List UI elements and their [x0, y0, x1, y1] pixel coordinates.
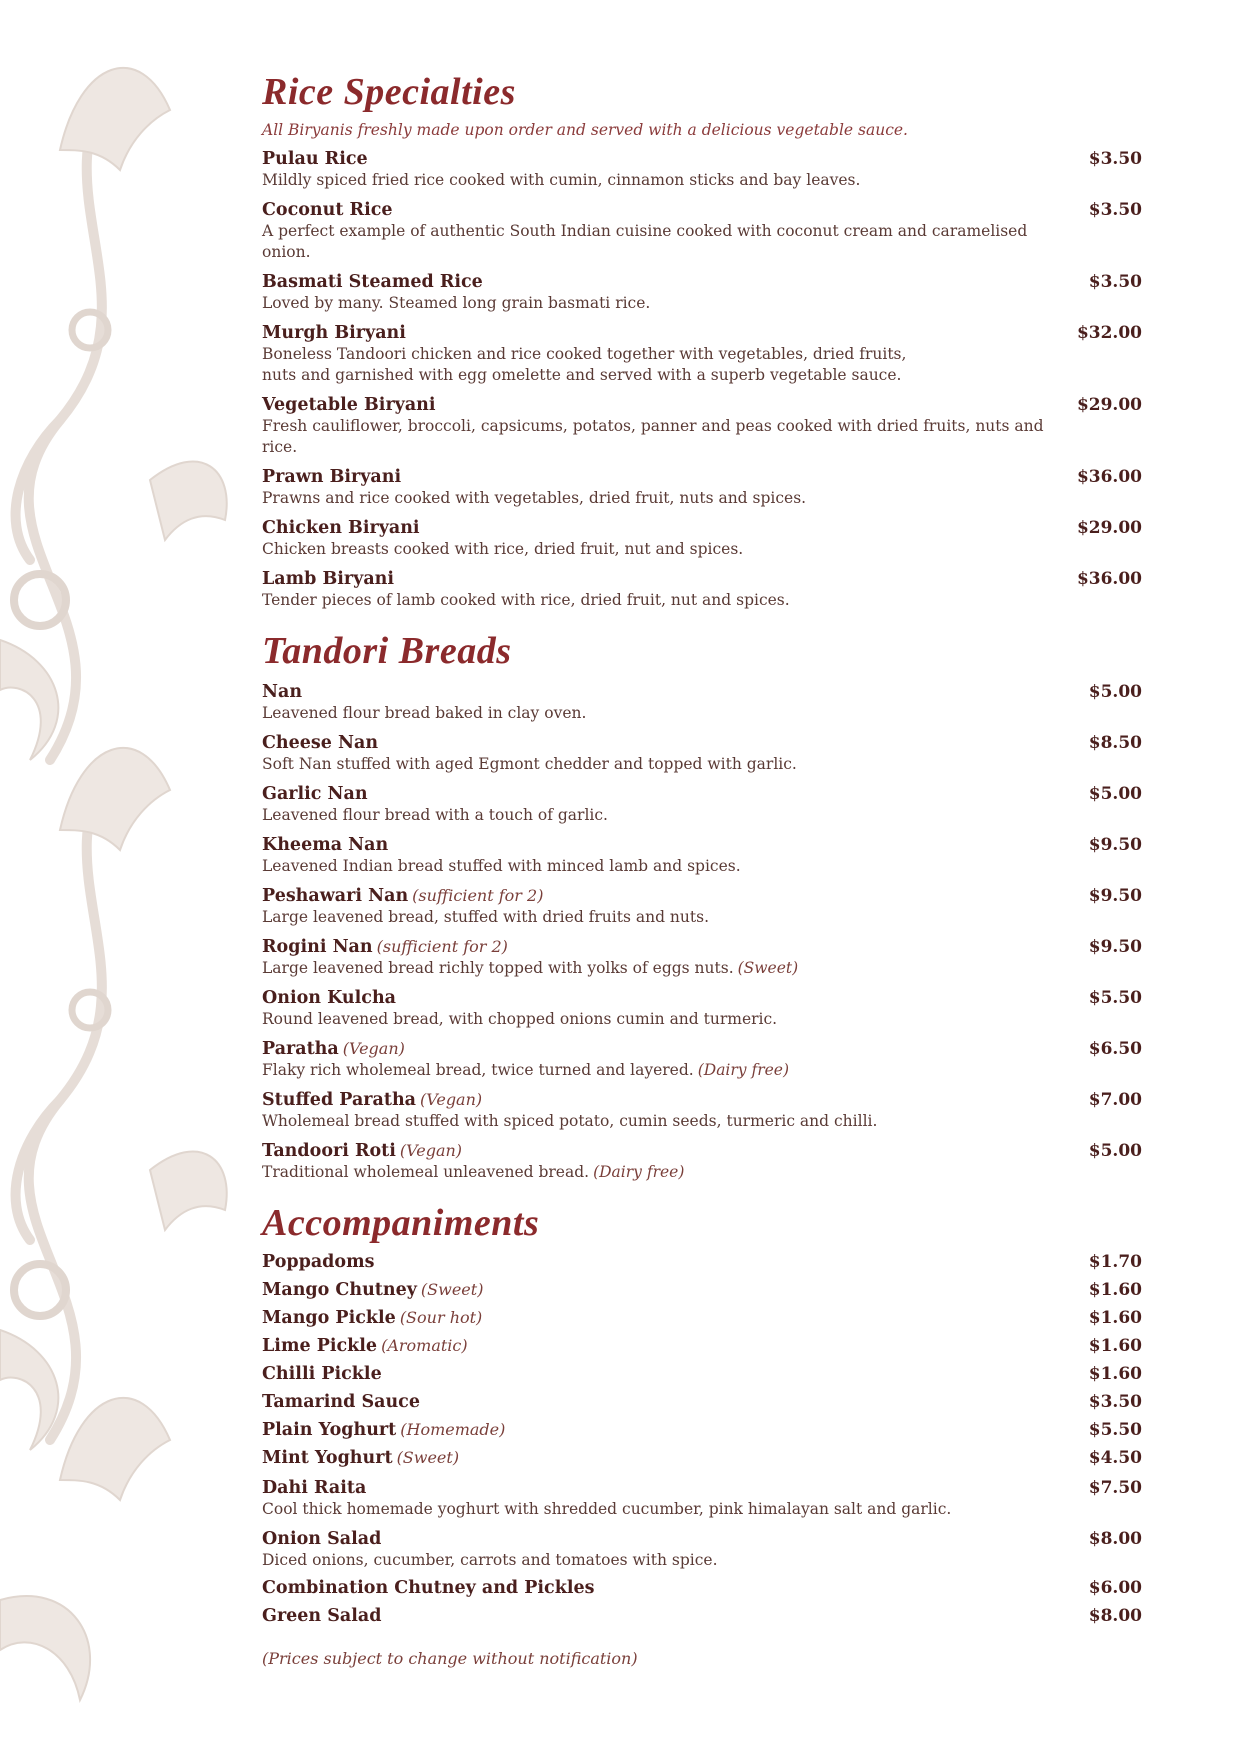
menu-item-name: Kheema Nan	[262, 835, 389, 855]
menu-item-description	[262, 170, 1050, 191]
menu-item-details	[262, 936, 1062, 979]
menu-item	[262, 1279, 1142, 1301]
menu-item-tag: (Sweet)	[737, 959, 799, 977]
menu-item-description	[262, 1060, 1050, 1081]
menu-item-price: $1.60	[1088, 1364, 1142, 1384]
menu-item-description-text: A perfect example of authentic South Indian cuisine cooked with coconut cream and caramelised onion.	[262, 222, 1028, 261]
menu-item-price: $36.00	[1076, 467, 1142, 487]
menu-item-description-text: Traditional wholemeal unleavened bread.	[262, 1163, 590, 1181]
menu-item-title-line	[262, 732, 1050, 754]
menu-item-title-line	[262, 1528, 1050, 1550]
menu-item-description-text: Soft Nan stuffed with aged Egmont chedder and topped with garlic.	[262, 755, 797, 773]
menu-item-details	[262, 1140, 1062, 1183]
menu-item-description	[262, 416, 1050, 458]
menu-item	[262, 1140, 1142, 1183]
menu-item-title-line	[262, 885, 1050, 907]
section-title-rice: Rice Specialties	[262, 71, 516, 113]
menu-item-description-text: Leavened Indian bread stuffed with minced lamb and spices.	[262, 857, 741, 875]
menu-item-tag: (Dairy free)	[593, 1163, 685, 1181]
menu-item-note: (Sour hot)	[399, 1308, 483, 1327]
menu-item-name: Mango Chutney	[262, 1280, 417, 1300]
menu-item-description	[262, 754, 1050, 775]
menu-item	[262, 1251, 1142, 1273]
menu-item	[262, 199, 1142, 263]
menu-item	[262, 885, 1142, 928]
menu-item-details	[262, 1577, 1062, 1599]
menu-item-price: $7.50	[1088, 1478, 1142, 1498]
menu-item-description	[262, 1550, 1050, 1571]
menu-item-price: $1.60	[1088, 1280, 1142, 1300]
menu-item-description	[262, 539, 1050, 560]
menu-item-description	[262, 221, 1050, 263]
section-title-accompaniments: Accompaniments	[262, 1202, 540, 1244]
menu-item-details	[262, 834, 1062, 877]
menu-item-title-line	[262, 1391, 1050, 1413]
menu-item-price: $6.50	[1088, 1039, 1142, 1059]
menu-item-name: Stuffed Paratha	[262, 1090, 417, 1110]
menu-item-title-line	[262, 1335, 1050, 1357]
menu-item-details	[262, 1391, 1062, 1413]
menu-item-name: Mango Pickle	[262, 1308, 396, 1328]
menu-item	[262, 1605, 1142, 1627]
menu-item-title-line	[262, 322, 1050, 344]
menu-item-details	[262, 1477, 1062, 1520]
menu-item-title-line	[262, 394, 1050, 416]
menu-item-price: $5.00	[1088, 682, 1142, 702]
menu-item-price: $5.50	[1088, 1420, 1142, 1440]
menu-content	[262, 70, 1142, 1668]
menu-item-price: $3.50	[1088, 200, 1142, 220]
menu-item-title-line	[262, 1251, 1050, 1273]
menu-item-name: Vegetable Biryani	[262, 395, 436, 415]
menu-item-description	[262, 293, 1050, 314]
menu-item	[262, 1363, 1142, 1385]
menu-item-title-line	[262, 568, 1050, 590]
menu-item-price: $29.00	[1076, 518, 1142, 538]
menu-item-description-text: Diced onions, cucumber, carrots and tomatoes with spice.	[262, 1551, 718, 1569]
menu-item-description	[262, 590, 1050, 611]
menu-item-note: (sufficient for 2)	[376, 937, 508, 956]
menu-item-note: (sufficient for 2)	[412, 886, 544, 905]
menu-item	[262, 1391, 1142, 1413]
menu-item-description	[262, 856, 1050, 877]
menu-item-description-line2: nuts and garnished with egg omelette and served with a superb vegetable sauce.	[262, 366, 902, 384]
menu-item-details	[262, 1419, 1062, 1441]
menu-item	[262, 1577, 1142, 1599]
menu-item-title-line	[262, 1419, 1050, 1441]
menu-item-title-line	[262, 1307, 1050, 1329]
menu-item-description	[262, 1111, 1050, 1132]
menu-item	[262, 936, 1142, 979]
menu-item	[262, 466, 1142, 509]
menu-item	[262, 783, 1142, 826]
menu-item-name: Green Salad	[262, 1606, 382, 1626]
menu-item-description-text: Round leavened bread, with chopped onions cumin and turmeric.	[262, 1010, 778, 1028]
menu-item-description-text: Cool thick homemade yoghurt with shredded cucumber, pink himalayan salt and garlic.	[262, 1500, 952, 1518]
menu-item	[262, 681, 1142, 724]
accompaniments-section	[262, 1201, 1142, 1627]
menu-item-note: (Vegan)	[399, 1141, 463, 1160]
menu-item-details	[262, 199, 1062, 263]
menu-item-name: Mint Yoghurt	[262, 1448, 393, 1468]
menu-item	[262, 1419, 1142, 1441]
menu-item-details	[262, 732, 1062, 775]
menu-item-note: (Aromatic)	[381, 1336, 468, 1355]
menu-item-name: Nan	[262, 682, 303, 702]
menu-item-note: (Sweet)	[420, 1280, 484, 1299]
menu-item-price: $29.00	[1076, 395, 1142, 415]
menu-item-price: $1.70	[1088, 1252, 1142, 1272]
menu-item-name: Dahi Raita	[262, 1478, 367, 1498]
menu-item	[262, 1335, 1142, 1357]
menu-item-description-text: Boneless Tandoori chicken and rice cooked together with vegetables, dried fruits,	[262, 345, 907, 363]
menu-item-price: $6.00	[1088, 1578, 1142, 1598]
menu-item	[262, 322, 1142, 386]
menu-item-title-line	[262, 1279, 1050, 1301]
menu-item-name: Basmati Steamed Rice	[262, 272, 483, 292]
menu-item	[262, 1447, 1142, 1469]
menu-item-name: Tamarind Sauce	[262, 1392, 420, 1412]
menu-item-name: Plain Yoghurt	[262, 1420, 397, 1440]
menu-item-name: Cheese Nan	[262, 733, 379, 753]
menu-item-name: Combination Chutney and Pickles	[262, 1578, 595, 1598]
menu-item-name: Coconut Rice	[262, 200, 393, 220]
rice-subtitle: All Biryanis freshly made upon order and served with a delicious vegetable sauce.	[262, 121, 908, 139]
menu-item-description-text: Leavened flour bread baked in clay oven.	[262, 704, 587, 722]
menu-item-title-line	[262, 199, 1050, 221]
menu-item-title-line	[262, 1363, 1050, 1385]
menu-item-title-line	[262, 1140, 1050, 1162]
menu-item-price: $9.50	[1088, 937, 1142, 957]
menu-item-price: $8.50	[1088, 733, 1142, 753]
menu-item-description-text: Chicken breasts cooked with rice, dried fruit, nut and spices.	[262, 540, 744, 558]
menu-item-price: $7.00	[1088, 1090, 1142, 1110]
menu-item-name: Paratha	[262, 1039, 339, 1059]
menu-item-description	[262, 488, 1050, 509]
menu-item-title-line	[262, 1038, 1050, 1060]
menu-item-price: $5.00	[1088, 1141, 1142, 1161]
menu-item-name: Lamb Biryani	[262, 569, 395, 589]
menu-item-description-text: Flaky rich wholemeal bread, twice turned and layered.	[262, 1061, 694, 1079]
menu-item-title-line	[262, 1477, 1050, 1499]
menu-item-title-line	[262, 466, 1050, 488]
menu-item-details	[262, 1279, 1062, 1301]
menu-item-description	[262, 344, 1050, 365]
section-title-breads: Tandori Breads	[262, 630, 512, 672]
menu-item-price: $5.00	[1088, 784, 1142, 804]
menu-item-price: $1.60	[1088, 1336, 1142, 1356]
menu-item-price: $9.50	[1088, 886, 1142, 906]
menu-item-name: Chilli Pickle	[262, 1364, 382, 1384]
menu-item-description	[262, 1009, 1050, 1030]
menu-item-details	[262, 987, 1062, 1030]
menu-item	[262, 1038, 1142, 1081]
menu-item-note: (Vegan)	[342, 1039, 405, 1058]
menu-item-name: Poppadoms	[262, 1252, 375, 1272]
floral-ornament	[0, 0, 240, 1747]
menu-item-details	[262, 568, 1062, 611]
menu-item-name: Garlic Nan	[262, 784, 368, 804]
menu-item-name: Prawn Biryani	[262, 467, 402, 487]
menu-item-description-text: Prawns and rice cooked with vegetables, dried fruit, nuts and spices.	[262, 489, 807, 507]
menu-item-price: $36.00	[1076, 569, 1142, 589]
menu-item-details	[262, 1089, 1062, 1132]
menu-item-description	[262, 1499, 1050, 1520]
menu-item-title-line	[262, 783, 1050, 805]
menu-item-name: Lime Pickle	[262, 1336, 378, 1356]
menu-item-name: Peshawari Nan	[262, 886, 409, 906]
menu-item-name: Onion Salad	[262, 1529, 382, 1549]
menu-item-name: Murgh Biryani	[262, 323, 406, 343]
menu-item-name: Chicken Biryani	[262, 518, 420, 538]
menu-item-description-text: Leavened flour bread with a touch of garlic.	[262, 806, 608, 824]
menu-item-details	[262, 1335, 1062, 1357]
menu-item-tag: (Dairy free)	[697, 1061, 790, 1079]
menu-item-description-text: Tender pieces of lamb cooked with rice, dried fruit, nut and spices.	[262, 591, 790, 609]
menu-item-details	[262, 1363, 1062, 1385]
menu-item-title-line	[262, 517, 1050, 539]
menu-item	[262, 834, 1142, 877]
menu-item-details	[262, 1528, 1062, 1571]
menu-item	[262, 1089, 1142, 1132]
menu-item-price: $3.50	[1088, 149, 1142, 169]
menu-item-note: (Homemade)	[400, 1420, 506, 1439]
rice-section	[262, 70, 1142, 611]
menu-item-price: $5.50	[1088, 988, 1142, 1008]
menu-item-description	[262, 805, 1050, 826]
menu-item	[262, 732, 1142, 775]
menu-item-name: Onion Kulcha	[262, 988, 397, 1008]
menu-item-title-line	[262, 1577, 1050, 1599]
menu-item	[262, 517, 1142, 560]
menu-item-price: $9.50	[1088, 835, 1142, 855]
menu-item-price: $32.00	[1076, 323, 1142, 343]
menu-item-title-line	[262, 1605, 1050, 1627]
menu-item-details	[262, 681, 1062, 724]
menu-item-details	[262, 1605, 1062, 1627]
menu-item-details	[262, 1251, 1062, 1273]
menu-item-details	[262, 466, 1062, 509]
menu-item-details	[262, 783, 1062, 826]
menu-item-details	[262, 517, 1062, 560]
menu-item-title-line	[262, 148, 1050, 170]
menu-item-details	[262, 885, 1062, 928]
menu-item-name: Tandoori Roti	[262, 1141, 396, 1161]
menu-item-details	[262, 1447, 1062, 1469]
menu-item-description	[262, 1162, 1050, 1183]
menu-item-details	[262, 148, 1062, 191]
menu-item	[262, 568, 1142, 611]
menu-item-title-line	[262, 834, 1050, 856]
menu-item-details	[262, 1307, 1062, 1329]
menu-item-description-text: Large leavened bread richly topped with yolks of eggs nuts.	[262, 959, 734, 977]
menu-item-price: $8.00	[1088, 1529, 1142, 1549]
menu-item-details	[262, 271, 1062, 314]
menu-item-title-line	[262, 987, 1050, 1009]
menu-item-title-line	[262, 681, 1050, 703]
menu-item	[262, 1528, 1142, 1571]
menu-item-name: Pulau Rice	[262, 149, 368, 169]
menu-item-price: $8.00	[1088, 1606, 1142, 1626]
menu-item	[262, 394, 1142, 458]
menu-item	[262, 1477, 1142, 1520]
menu-item-name: Rogini Nan	[262, 937, 373, 957]
menu-item	[262, 1307, 1142, 1329]
menu-item-description	[262, 958, 1050, 979]
menu-item-price: $4.50	[1088, 1448, 1142, 1468]
menu-item-price: $3.50	[1088, 1392, 1142, 1412]
menu-item-price: $3.50	[1088, 272, 1142, 292]
menu-item-note: (Vegan)	[420, 1090, 483, 1109]
menu-item-title-line	[262, 936, 1050, 958]
menu-item-description-text: Wholemeal bread stuffed with spiced potato, cumin seeds, turmeric and chilli.	[262, 1112, 878, 1130]
menu-item-description-text: Loved by many. Steamed long grain basmati rice.	[262, 294, 651, 312]
menu-item-note: (Sweet)	[396, 1448, 460, 1467]
price-disclaimer: (Prices subject to change without notification)	[262, 1649, 638, 1668]
menu-item-title-line	[262, 1089, 1050, 1111]
menu-item-title-line	[262, 271, 1050, 293]
menu-item-details	[262, 394, 1062, 458]
breads-section	[262, 629, 1142, 1183]
menu-item-description-text: Large leavened bread, stuffed with dried fruits and nuts.	[262, 908, 710, 926]
menu-item	[262, 987, 1142, 1030]
menu-item	[262, 271, 1142, 314]
menu-item-title-line	[262, 1447, 1050, 1469]
menu-item-description	[262, 907, 1050, 928]
menu-item-description-text: Mildly spiced fried rice cooked with cumin, cinnamon sticks and bay leaves.	[262, 171, 861, 189]
menu-item-description	[262, 703, 1050, 724]
menu-item-price: $1.60	[1088, 1308, 1142, 1328]
menu-item-details	[262, 322, 1062, 386]
menu-item-description-text: Fresh cauliflower, broccoli, capsicums, potatos, panner and peas cooked with dried fruits, nuts and rice.	[262, 417, 1044, 456]
menu-item-details	[262, 1038, 1062, 1081]
menu-item	[262, 148, 1142, 191]
